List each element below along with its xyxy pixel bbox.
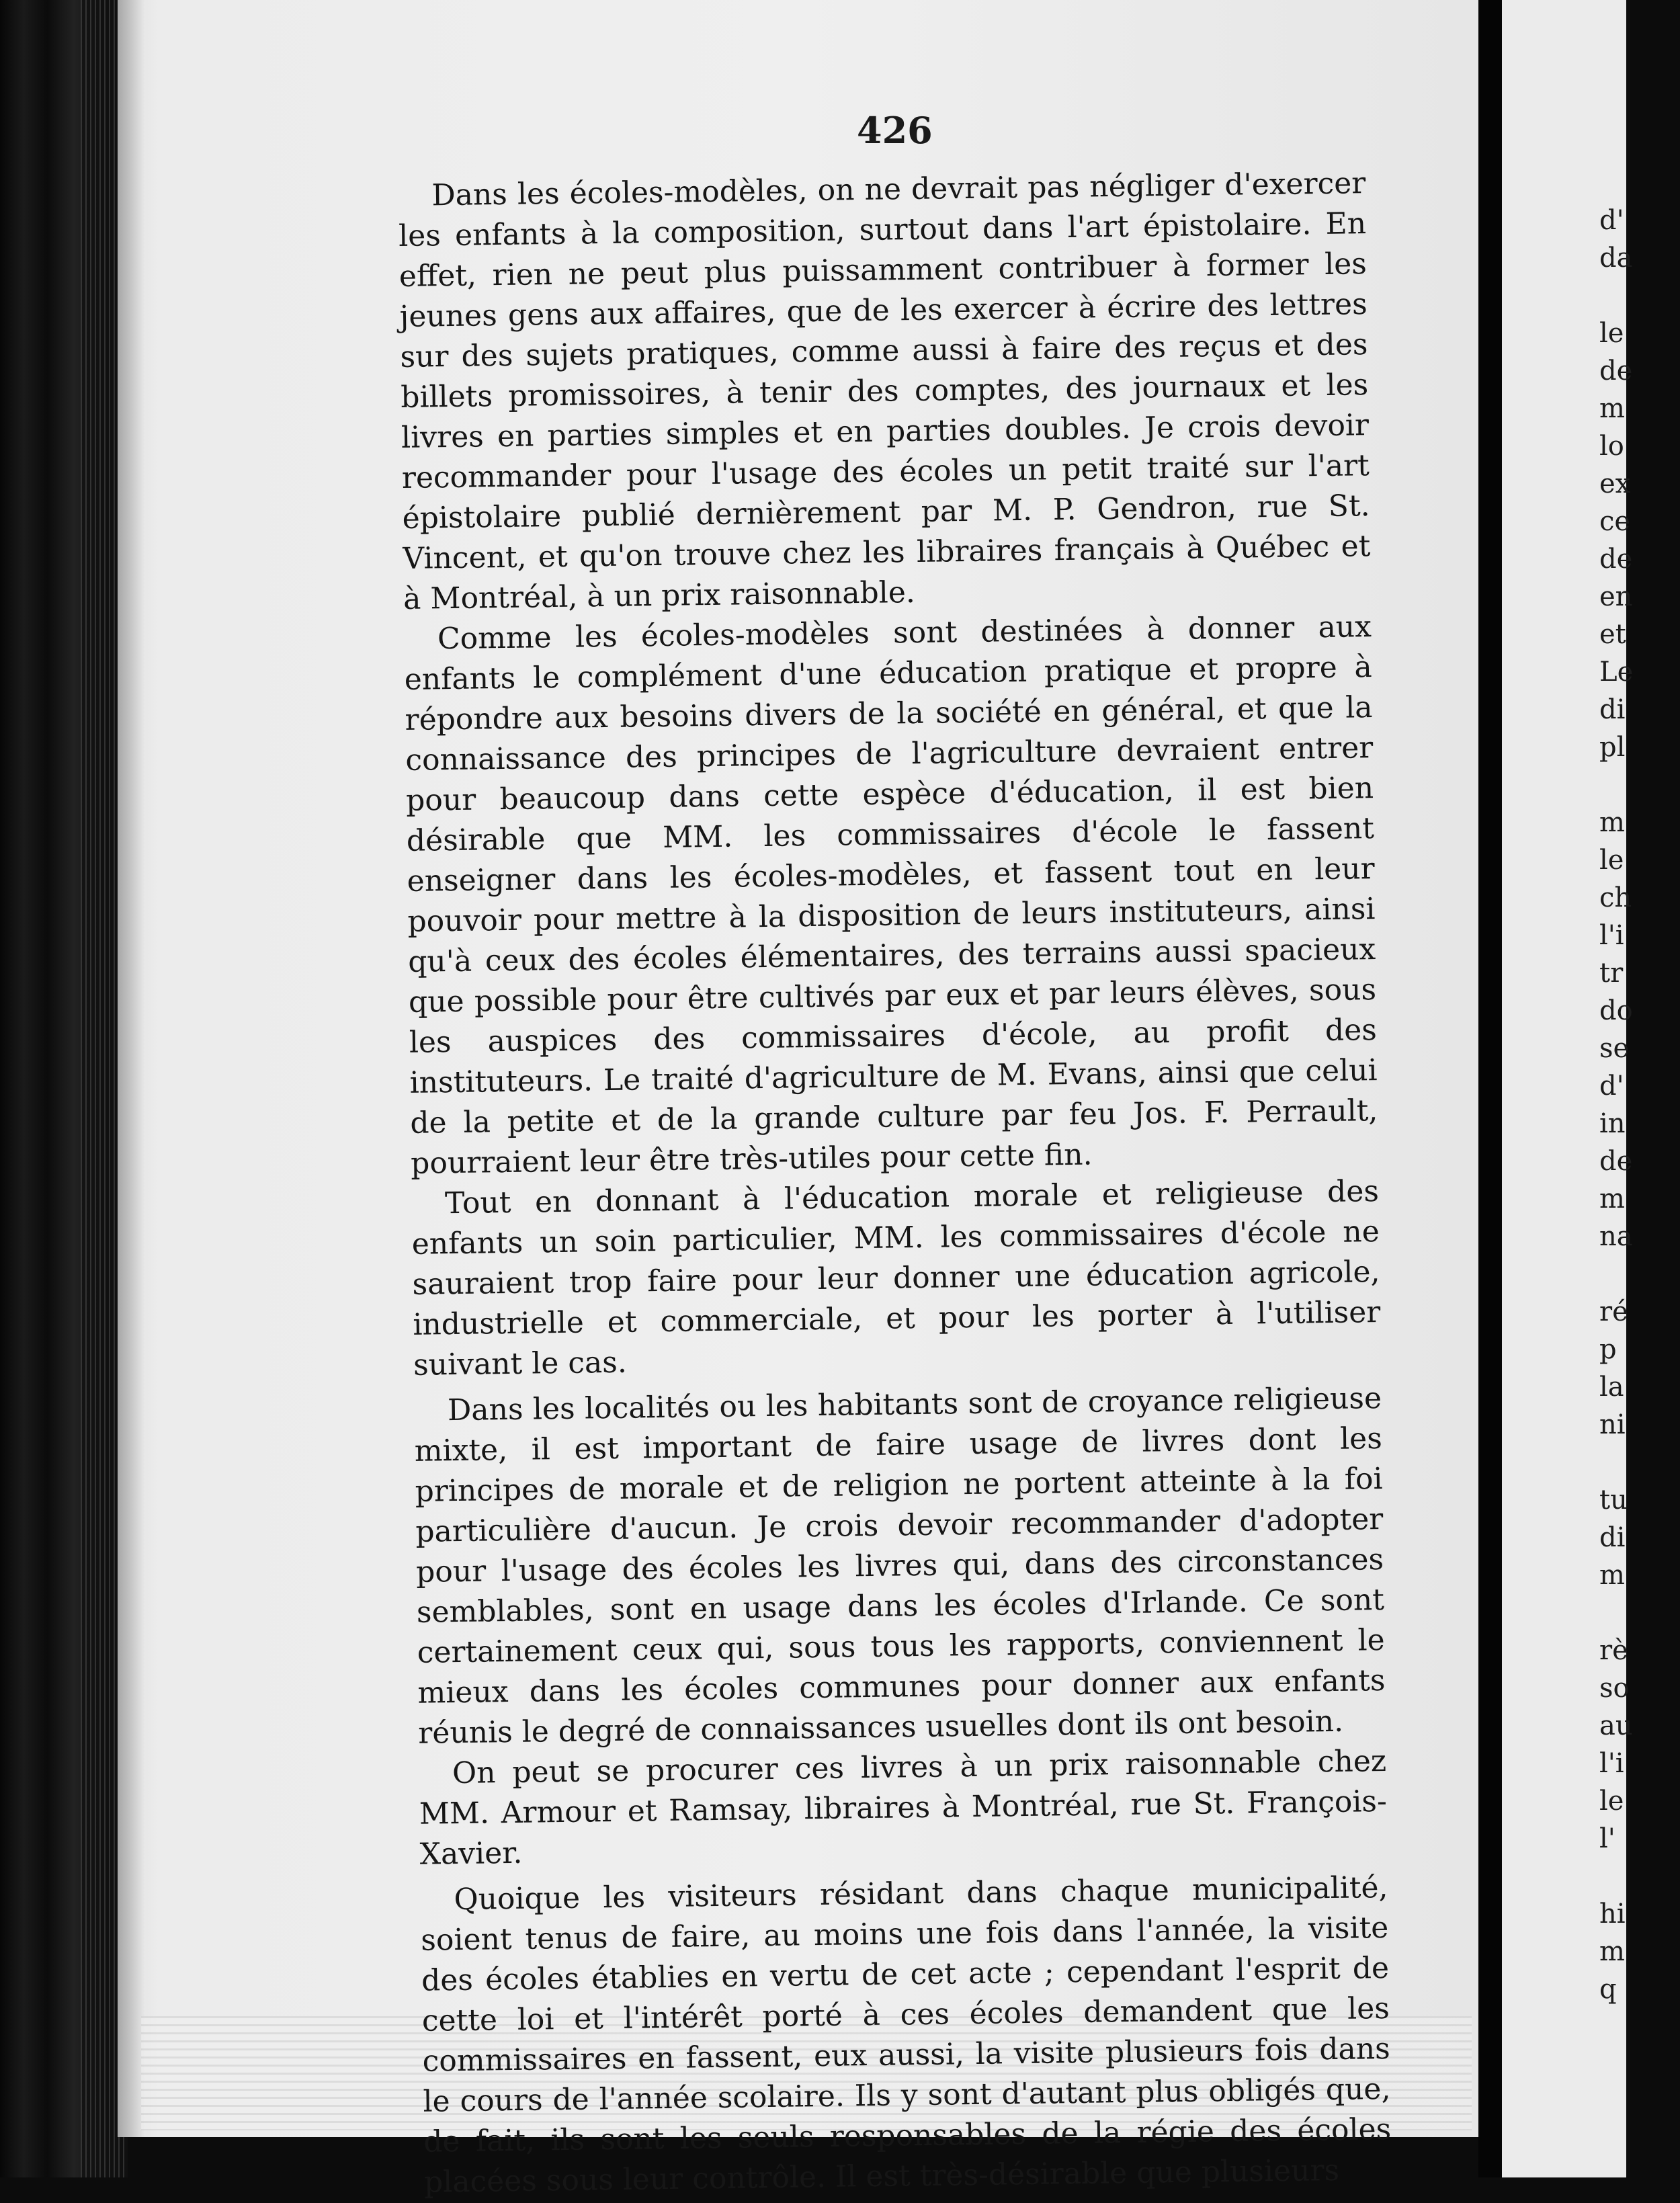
page-shadow (118, 0, 144, 2137)
facing-page-line: di (1599, 1522, 1626, 1553)
facing-page-line (1599, 1594, 1680, 1632)
paragraph-agriculture: Comme les écoles-modèles sont destinées à donner aux enfants le complément d'une éducation pratique et propre à répondre aux besoins divers de la société en général, et que la connaissance des principes de l'agriculture devraient entrer pour beaucoup dans cette espèce d'éducation, il est bien désirable que MM. les commissaires d'école le fassent enseigner dans les écoles-modèles, et fassent tout en leur pouvoir pour mettre à la disposition de leurs instituteurs, ainsi qu'à ceux des écoles élémentaires, des terrains aussi spacieux que possible pour être cultivés par eux et par leurs élèves, sous les auspices des commissaires d'école, au profit des instituteurs. Le traité d'agriculture de M. Evans, ainsi que celui de la petite et de la grande culture par feu Jos. F. Perrault, pourraient leur être très-utiles pour cette fin. (404, 610, 1378, 1181)
facing-page-line: Le (1599, 657, 1634, 688)
facing-page-line: ce (1599, 506, 1631, 537)
facing-page-line: au (1599, 1710, 1633, 1741)
facing-page-line: q (1599, 1974, 1617, 2005)
page-number: 426 (857, 109, 933, 152)
facing-page-line: do (1599, 995, 1633, 1026)
facing-page-line: tr (1599, 958, 1624, 989)
book-gutter (1478, 0, 1502, 2177)
facing-page-line: da (1599, 243, 1633, 274)
facing-page-line: et (1599, 619, 1626, 650)
facing-page-line: m (1599, 807, 1625, 838)
facing-page-line: se (1599, 1033, 1630, 1064)
facing-page-text (1599, 202, 1680, 2008)
facing-page-line: l'i (1599, 920, 1624, 951)
facing-page-line: rè (1599, 1635, 1628, 1666)
facing-page-line (1599, 1444, 1680, 1481)
paragraph-booksellers: On peut se procurer ces livres à un prix raisonnable chez MM. Armour et Ramsay, libraires à Montréal, rue St. François-Xavier. (419, 1743, 1388, 1872)
facing-page-line: le (1599, 845, 1624, 876)
facing-page-line: la (1599, 1372, 1624, 1403)
facing-page-line: tu (1599, 1485, 1628, 1515)
facing-page-line: en (1599, 581, 1633, 612)
facing-page-line: de (1599, 356, 1633, 386)
paragraph-religious-books: Dans les localités ou les habitants sont de croyance religieuse mixte, il est important de faire usage de livres dont les principes de morale et de religion ne portent atteinte à la foi particulière d'aucun. Je crois devoir recommander d'adopter pour l'usage des écoles les livres qui, dans des circonstances semblables, sont en usage dans les écoles d'Irlande. Ce sont certainement ceux qui, sous tous les rapports, conviennent le mieux dans les écoles communes pour donner aux enfants réunis le degré de connaissances usuelles dont ils ont besoin. (414, 1380, 1386, 1751)
facing-page-line: na (1599, 1221, 1633, 1252)
page-body-text (398, 163, 1392, 2203)
facing-page-line: ré (1599, 1296, 1628, 1327)
facing-page-line: m (1599, 1560, 1625, 1591)
facing-page-line: de (1599, 1146, 1633, 1177)
facing-page-line: de (1599, 544, 1633, 575)
facing-page-line: m (1599, 1936, 1625, 1967)
facing-page-line: le (1599, 318, 1624, 349)
facing-page-line: in (1599, 1108, 1626, 1139)
facing-page-line (1599, 766, 1680, 804)
facing-page-line: le (1599, 1786, 1624, 1817)
facing-page-line: hi (1599, 1899, 1626, 1929)
facing-page-line: m (1599, 393, 1625, 424)
facing-page-line: so (1599, 1673, 1630, 1704)
facing-page-line: ch (1599, 882, 1632, 913)
facing-page-line: lo (1599, 431, 1624, 462)
facing-page-line: p (1599, 1334, 1617, 1365)
facing-page-line: di (1599, 694, 1626, 725)
paragraph-education: Tout en donnant à l'éducation morale et religieuse des enfants un soin particulier, MM. les commissaires d'école ne sauraient trop faire pour leur donner une éducation agricole, industrielle et commerciale, et pour les porter à l'utiliser suivant le cas. (411, 1174, 1381, 1382)
facing-page-line (1599, 1255, 1680, 1293)
facing-page-line: pl (1599, 732, 1626, 763)
facing-page-line: l' (1599, 1823, 1615, 1854)
facing-page-line: ni (1599, 1409, 1626, 1440)
facing-page-line: d' (1599, 205, 1624, 236)
paragraph-composition: Dans les écoles-modèles, on ne devrait pas négliger d'exercer les enfants à la composition, surtout dans l'art épistolaire. En effet, rien ne peut plus puissamment contribuer à former les jeunes gens aux affaires, que de les exercer à écrire des lettres sur des sujets pratiques, comme aussi à faire des reçus et des billets promissoires, à tenir des comptes, des journaux et les livres en parties simples et en parties doubles. Je crois devoir recommander pour l'usage des écoles un petit traité sur l'art épistolaire publié dernièrement par M. P. Gendron, rue St. Vincent, et qu'on trouve chez les libraires français à Québec et à Montréal, à un prix raisonnable. (398, 166, 1371, 616)
paragraph-school-visits: Quoique les visiteurs résidant dans chaque municipalité, soient tenus de faire, au moins une fois dans l'année, la visite des écoles établies en vertu de cet acte ; cependant l'esprit de cette loi et l'intérêt porté à ces écoles demandent que les commissaires en fassent, eux aussi, la visite plusieurs fois dans le cours de l'année scolaire. Ils y sont d'autant plus obligés que, de fait, ils sont les seuls responsables de la régie des écoles placées sous leur contrôle. Il est très-désirable que plusieurs (421, 1870, 1392, 2200)
facing-page-line: m (1599, 1183, 1625, 1214)
facing-page-line (1599, 1858, 1680, 1895)
facing-page-line: ex (1599, 468, 1631, 499)
facing-page-line: d' (1599, 1071, 1624, 1102)
facing-page-line: l'i (1599, 1748, 1624, 1779)
facing-page-line (1599, 277, 1680, 315)
